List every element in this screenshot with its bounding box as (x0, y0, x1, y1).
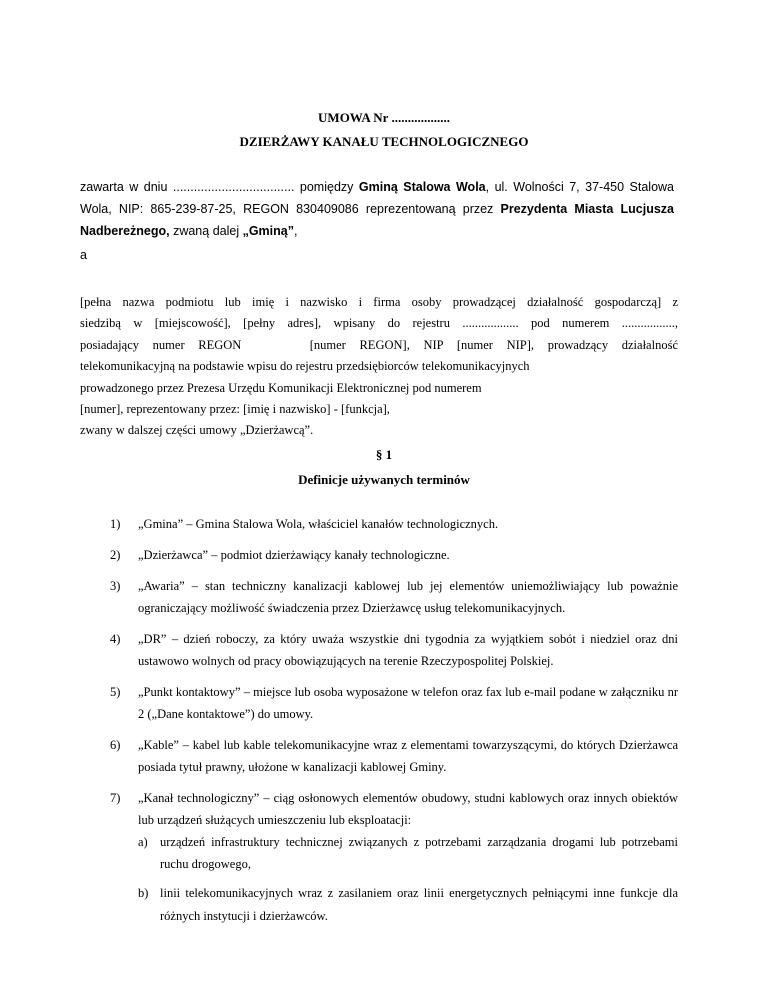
intro-paragraph (80, 176, 674, 242)
definition-text: „Awaria” – stan techniczny kanalizacji kablowej lub jej elementów uniemożliwiający lub poważnie ograniczający możliwość świadczenia przez Dzierżawcę usług telekomunikacyjnych. (138, 578, 678, 615)
party-line: [pełna nazwa podmiotu lub imię i nazwisko i firma osoby prowadzącej działalność gospodarczą] z (80, 295, 678, 309)
definition-item (110, 734, 678, 778)
definition-text: „Punkt kontaktowy” – miejsce lub osoba wyposażone w telefon oraz fax lub e-mail podane w załączniku nr 2 („Dane kontaktowe”) do umowy. (138, 684, 678, 721)
party-line: zwany w dalszej części umowy „Dzierżawcą”. (80, 423, 314, 438)
definition-item (110, 628, 678, 672)
section-number: § 1 (375, 447, 393, 462)
sub-item-letter: a) (138, 835, 148, 849)
intro-text: , (293, 224, 298, 238)
definition-number: 2) (110, 547, 121, 562)
party-line: prowadzonego przez Prezesa Urzędu Komunikacji Elektronicznej pod numerem (80, 380, 482, 395)
definition-sublist (138, 831, 678, 927)
sub-item (138, 831, 678, 875)
definitions-list (110, 513, 678, 927)
definition-number: 3) (110, 578, 121, 593)
definition-number: 5) (110, 684, 121, 699)
definition-number: 4) (110, 631, 121, 646)
party-line: telekomunikacyjną na podstawie wpisu do rejestru przedsiębiorców telekomunikacyjnych (80, 359, 530, 374)
party-paragraph (80, 292, 678, 442)
definition-item (110, 513, 678, 535)
sub-item-text: urządzeń infrastruktury technicznej związanych z potrzebami zarządzania drogami lub potrzebami ruchu drogowego, (160, 835, 678, 872)
party-line: siedzibą w [miejscowość], [pełny adres], wpisany do rejestru .................. pod numerem ................., (80, 316, 678, 331)
definition-text: „DR” – dzień roboczy, za który uważa wszystkie dni tygodnia za wyjątkiem sobót i niedziel oraz dni ustawowo wolnych od pracy obowiązujących na terenie Rzeczypospolitej Polskiej. (138, 631, 678, 668)
intro-text: , ul. Wolności 7, 37-450 Stalowa Wola, NIP: 865-239-87-25, REGON 830409086 reprezentowaną przez (80, 180, 675, 216)
definition-text: „Gmina” – Gmina Stalowa Wola, właściciel kanałów technologicznych. (138, 517, 499, 531)
intro-text: zawarta w dniu ................................... pomiędzy (80, 180, 359, 194)
sub-item-text: linii telekomunikacyjnych wraz z zasilaniem oraz linii energetycznych pełniącymi inne funkcje dla różnych instytucji i dzierżawców. (160, 886, 678, 923)
contract-subtitle: DZIERŻAWY KANAŁU TECHNOLOGICZNEGO (239, 134, 529, 149)
gmina-name: Gminą Stalowa Wola (358, 180, 486, 194)
definition-item (110, 575, 678, 619)
contract-title: UMOWA Nr .................. (318, 110, 450, 125)
party-line: [numer], reprezentowany przez: [imię i nazwisko] - [funkcja], (80, 402, 390, 417)
representative-name: Prezydenta Miasta Lucjusza Nadbereżnego, (80, 202, 674, 238)
gmina-alias: „Gminą” (242, 224, 294, 238)
definition-number: 7) (110, 790, 121, 805)
definition-number: 6) (110, 737, 121, 752)
definition-text: „Dzierżawca” – podmiot dzierżawiący kanały technologiczne. (138, 547, 450, 562)
section-title: Definicje używanych terminów (298, 472, 470, 487)
definition-item (110, 787, 678, 927)
definition-text: „Kable” – kabel lub kable telekomunikacyjne wraz z elementami towarzyszącymi, do których Dzierżawca posiada tytuł prawny, ułożone w kanalizacji kablowej Gminy. (138, 737, 678, 774)
definition-item (110, 681, 678, 725)
party-line: posiadający numer REGON [numer REGON], NIP [numer NIP], prowadzący działalność (80, 337, 678, 352)
definition-number: 1) (110, 517, 121, 531)
sub-item-letter: b) (138, 886, 149, 901)
intro-text: zwaną dalej (169, 224, 243, 238)
definition-text: „Kanał technologiczny” – ciąg osłonowych elementów obudowy, studni kablowych oraz innych obiektów lub urządzeń służących umieszczeniu lub eksploatacji: (138, 790, 678, 827)
sub-item (138, 882, 678, 926)
definition-item (110, 544, 678, 566)
conjunction: a (80, 248, 87, 262)
